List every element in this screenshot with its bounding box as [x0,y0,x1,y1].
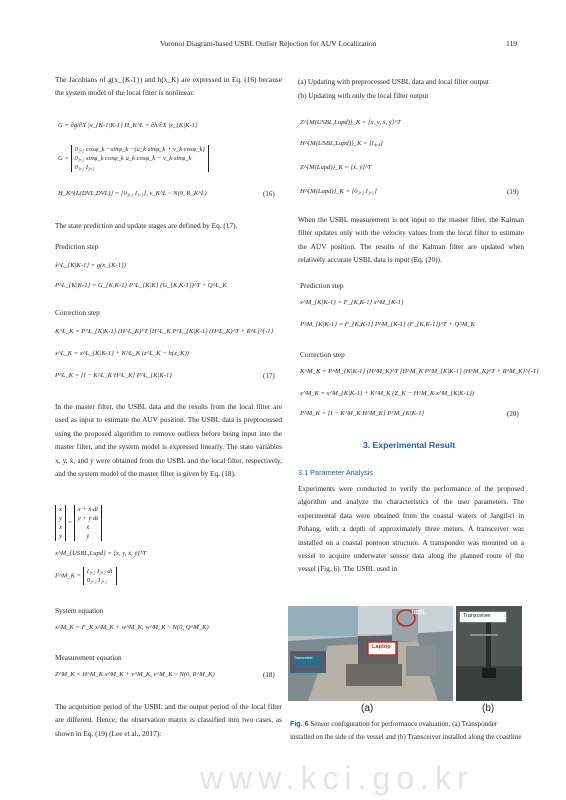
eq16-g-row2: 0₂ₓ₂ sinφ_k cosφ_k u_k·cosφ_k − v_k·sinφ_k [74,155,192,162]
photo-a-vessel [288,606,453,701]
eq16-number: (16) [263,190,275,198]
eq19-line2: H^{M(USBL,Lupd)}_K = [I₄ₓ₄] [300,140,383,147]
prediction-label-right: Prediction step [300,281,344,290]
intro-paragraph: The Jacobians of g(x_{K-1}) and h(x_K) are expressed in Eq. (16) because the system model of the local filter is nonlinear. [55,75,282,98]
photo-a-usbl-label: USBL [412,610,426,616]
eq18-f-lhs: F^M_K = [55,572,82,580]
eq16-g-brackets [71,145,209,172]
eq18-f-brackets [83,567,117,585]
eq19-line3: Z^{M(Lupd)}_K = [ẋ, ẏ]^T [300,164,372,171]
subsection-title: 3.1 Parameter Analysis [298,468,374,477]
case-b-label: (b) Updating with only the local filter output [298,91,429,100]
experiment-paragraph: Experiments were conducted to verify the performance of the proposed algorithm and analyze the characteristics of the user parameters. The experimental data were obtained from the coastal waters of Jangil-ri in Pohang, with a depth of approximately three meters. A transceiver was installed on a coastal pontoon structure. A transponder was mounted on a vessel to acquire underwater sensor data along the planned route of the vessel (Fig. 6). The USBL used in [298,484,524,574]
eq16-g-row3: 0₁ₓ₂ I₃ₓ₃ [74,164,95,171]
photo-a-laptop-label: Laptop [372,644,391,650]
vec-rhs-1: x + ẋ·dt [77,506,99,513]
eq16-g-row1: 0₂ₓ₂ cosφ_k −sinφ_k −(u_k·sinφ_k + v_k·cosφ_k) [74,146,205,153]
figure-caption [290,718,522,743]
eq18-vector-lhs [55,505,66,541]
eq16-jacobian-row: G = ∂g/∂X |x_{K-1|K-1} H_K^L = ∂h/∂X |x_{K|K-1} [58,122,198,129]
closing-paragraph: The acquisition period of the USBL and the output period of the local filter are different. Hence, the observation matrix is classified into two cases, as shown in Eq. (19) (Lee et al., 2017): [55,702,282,738]
figure-label: Fig. 6 [290,720,309,728]
right-corr-eq3: P^M_K = [I − K^M_K H^M_K] P^M_{K|K-1} [300,410,425,417]
case-a-label: (a) Updating with preprocessed USBL data and local filter output [298,77,489,86]
eq16-g-lhs: G = [58,155,69,163]
left-pred-eq2: P^L_{K|K-1} = G_{K,K-1} P^L_{K|K} (G_{K,K-1})^T + Q^L_K [55,282,227,289]
eq17-number: (17) [263,372,275,380]
vec-lhs-3: ẋ [59,524,62,531]
running-title: Voronoi Diagram-based USBL Outlier Rejection for AUV Localization [160,39,377,48]
photo-b-coastline [456,606,522,701]
eq18-state-vector: x y ẋ ẏ = x + ẋ·dt y + ẏ·dt ẋ ẏ [55,505,102,541]
eq18-state-def: x^M_{USBL,Lupd} = [x, y, ẋ, ẏ]^T [55,550,147,557]
vec-lhs-4: ẏ [59,533,62,540]
watermark: www.kci.go.kr [200,760,474,796]
correction-label-right: Correction step [300,350,345,359]
correction-label-left: Correction step [55,308,100,317]
eq16-g-matrix [58,145,209,172]
subfigure-b-label: (b) [482,703,495,714]
eq19-line1: Z^{M(USBL,Lupd)}_K = [x, y, ẋ, ẏ]^T [300,119,401,126]
vec-rhs-2: y + ẏ·dt [77,515,99,522]
eq18-f-row1: I₂ₓ₂ I₂ₓ₂·dt [86,568,113,575]
left-corr-eq1: K^L_K = P^L_{K|K-1} (H^L_K)^T [H^L_K P^L_{K|K-1} (H^L_K)^T + R^L]^{-1} [55,328,274,335]
photo-b-transceiver-label: Transceiver [463,613,491,619]
eq19-number: (19) [507,188,519,196]
stages-intro: The state prediction and update stages are defined by Eq. (17). [55,221,238,230]
when-paragraph: When the USBL measurement is not input to the master filter, the Kalman filter updates only with the velocity values from the local filter to estimate the AUV position. The results of the Kalman filter are updated when relatively accurate USBL data is input (Eq. (20)). [298,215,524,265]
measurement-equation-label: Measurement equation [55,653,122,662]
prediction-label-left: Prediction step [55,242,99,251]
master-filter-paragraph: In the master filter, the USBL data and the results from the local filter are used as input to estimate the AUV position. The USBL data is preprocessed using the proposed algorithm to remove outliers before being input into the master filter, and the system model is expressed linearly. The state variables x, y, ẋ, and ẏ were obtained from the USBL and the local filter, respectively, and the system model of the master filter is given by Eq. (18). [55,402,282,479]
vec-lhs-2: y [59,515,62,522]
vec-rhs-4: ẏ [86,533,90,540]
caption-text: Sensor configuration for performance evaluation. (a) Transponder installed on the side of the vessel and (b) Transceiver installed along the coastline [290,720,522,741]
eq18-number: (18) [263,671,275,679]
right-pred-eq2: P^M_{K|K-1} = F_{K,K-1} P^M_{K-1} (F_{K,K-1})^T + Q^M_K [300,321,476,328]
section-title: 3. Experimental Result [363,440,456,450]
right-corr-eq1: K^M_K = P^M_{K|K-1} (H^M_K)^T [H^M_K P^M_{K|K-1} (H^M_K)^T + R^M_K]^{-1} [300,368,539,375]
vec-lhs-1: x [59,506,62,513]
system-equation: x^M_K = F_K x^M_K + w^M_K, w^M_K ~ N(0, Q^M_K) [55,624,209,631]
right-pred-eq1: x^M_{K|K-1} = F_{K,K-1} x^M_{K-1} [300,299,404,306]
system-equation-label: System equation [55,606,104,615]
photo-a-transceiver-label: Transceiver [294,656,313,660]
vec-rhs-3: ẋ [86,524,90,531]
measurement-equation: Z^M_K = H^M_K x^M_K + v^M_K, v^M_K ~ N(0, R^M_K) [55,671,215,678]
left-pred-eq1: x̂^L_{K|K-1} = g(x_{K-1}) [55,262,126,269]
eq18-f-row2: 0₂ₓ₂ I₂ₓ₂ [86,577,107,584]
vessel-photo-graphic [288,606,453,701]
left-corr-eq2: x^L_K = x^L_{K|K-1} + K^L_K (z^L_K − h(x_K)) [55,350,189,357]
eq20-number: (20) [507,410,519,418]
page-number: 119 [506,39,518,48]
eq19-line4: H^{M(Lupd)}_K = [0₂ₓ₂ I₂ₓ₂] [300,188,377,195]
left-corr-eq3: P^L_K = [I − K^L_K H^L_K] P^L_{K|K-1} [55,372,172,379]
eq18-f-matrix [55,567,117,585]
right-corr-eq2: x^M_K = x^M_{K|K-1} + K^M_K (Z_K − H^M_K x^M_{K|K-1}) [300,390,475,397]
coastline-photo-graphic [456,606,522,701]
subfigure-a-label: (a) [361,703,374,714]
eq18-vector-rhs [74,505,102,541]
eq16-h-row: H_K^{L(DVL,DVL)} = [0₃ₓ₂ I₃ₓ₃], v_K^L ~ N(0, R_K^L) [58,190,207,197]
